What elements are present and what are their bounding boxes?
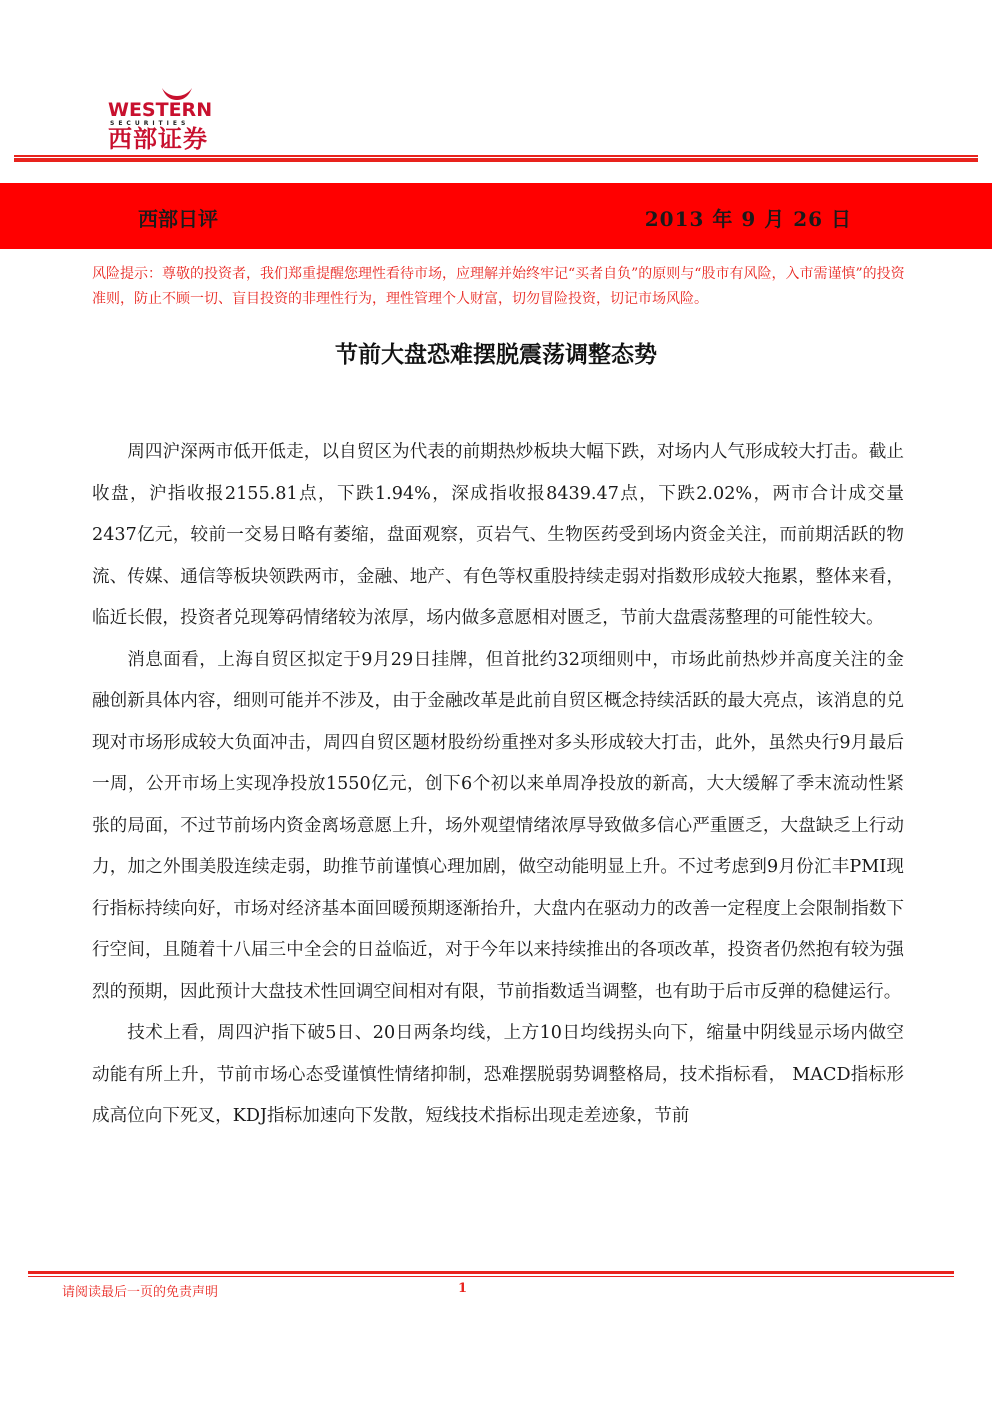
article-body xyxy=(92,432,904,1138)
article-paragraph: 周四沪深两市低开低走，以自贸区为代表的前期热炒板块大幅下跌，对场内人气形成较大打击。截止收盘，沪指收报2155.81点，下跌1.94%，深成指收报8439.47点，下跌2.02%，两市合计成交量2437亿元，较前一交易日略有萎缩，盘面观察，页岩气、生物医药受到场内资金关注，而前期活跃的物流、传媒、通信等板块领跌两市，金融、地产、有色等权重股持续走弱对指数形成较大拖累，整体来看，临近长假，投资者兑现筹码情绪较为浓厚，场内做多意愿相对匮乏，节前大盘震荡整理的可能性较大。 xyxy=(92,442,904,628)
header-divider-thick xyxy=(14,158,978,162)
footer-divider-thick xyxy=(28,1271,954,1274)
risk-notice: 风险提示：尊敬的投资者，我们郑重提醒您理性看待市场，应理解并始终牢记“买者自负”的原则与“股市有风险，入市需谨慎”的投资准则，防止不顾一切、盲目投资的非理性行为，理性管理个人财富，切勿冒险投资，切记市场风险。 xyxy=(92,266,905,307)
article-headline: 节前大盘恐难摆脱震荡调整态势 xyxy=(335,341,657,368)
logo-brand-subtitle: SECURITIES xyxy=(110,120,190,127)
company-logo xyxy=(108,86,243,154)
report-banner xyxy=(0,183,992,249)
header-divider-thin xyxy=(14,155,978,157)
article-paragraph: 技术上看，周四沪指下破5日、20日两条均线，上方10日均线拐头向下，缩量中阴线显示场内做空动能有所上升，节前市场心态受谨慎性情绪抑制，恐难摆脱弱势调整格局，技术指标看， MACD指标形成高位向下死叉，KDJ指标加速向下发散，短线技术指标出现走差迹象，节前 xyxy=(92,1023,904,1126)
page-number: 1 xyxy=(458,1281,468,1296)
disclaimer-note: 请阅读最后一页的免责声明 xyxy=(62,1285,219,1300)
report-series-title: 西部日评 xyxy=(138,207,218,231)
article-paragraph: 消息面看，上海自贸区拟定于9月29日挂牌，但首批约32项细则中，市场此前热炒并高度关注的金融创新具体内容，细则可能并不涉及，由于金融改革是此前自贸区概念持续活跃的最大亮点，该消息的兑现对市场形成较大负面冲击，周四自贸区题材股纷纷重挫对多头形成较大打击，此外，虽然央行9月最后一周，公开市场上实现净投放1550亿元，创下6个初以来单周净投放的新高，大大缓解了季末流动性紧张的局面，不过节前场内资金离场意愿上升，场外观望情绪浓厚导致做多信心严重匮乏，大盘缺乏上行动力，加之外围美股连续走弱，助推节前谨慎心理加剧，做空动能明显上升。不过考虑到9月份汇丰PMI现行指标持续向好，市场对经济基本面回暖预期逐渐抬升，大盘内在驱动力的改善一定程度上会限制指数下行空间，且随着十八届三中全会的日益临近，对于今年以来持续推出的各项改革，投资者仍然抱有较为强烈的预期，因此预计大盘技术性回调空间相对有限，节前指数适当调整，也有助于后市反弹的稳健运行。 xyxy=(92,649,904,1002)
report-date: 2013 年 9 月 26 日 xyxy=(644,207,852,231)
logo-brand-chinese: 西部证券 xyxy=(108,125,208,153)
logo-brand-english: WESTERN xyxy=(108,99,213,121)
footer-divider-thin xyxy=(28,1276,954,1277)
